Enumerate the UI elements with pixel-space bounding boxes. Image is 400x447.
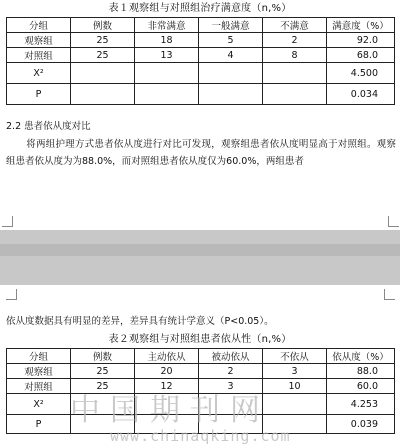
page-gap	[0, 230, 400, 285]
section-heading: 2.2 患者依从度对比	[6, 121, 91, 132]
table-cell: 25	[71, 379, 135, 394]
table-row	[7, 48, 395, 63]
table-cell: 观察组	[7, 364, 71, 379]
table1-header-cell: 例数	[71, 18, 135, 33]
table-row	[7, 84, 395, 105]
watermark-url: www.chinaqking.com	[110, 427, 291, 445]
paragraph-text: 将两组护理方式患者依从度进行对比可发现，观察组患者依从度明显高于对照组。观察组患者依从度为为88.0%，而对照组患者依从度仅为60.0%，两组患者	[6, 139, 396, 167]
table-cell: 对照组	[7, 48, 71, 63]
table-cell	[135, 394, 199, 415]
continuation-text: 依从度数据具有明显的差异，差异具有统计学意义（P<0.05）。	[6, 316, 274, 327]
table-cell: 13	[135, 48, 199, 63]
table-cell	[135, 415, 199, 434]
table-cell: 88.0	[327, 364, 395, 379]
table-cell	[263, 415, 327, 434]
table-cell	[199, 63, 263, 84]
crop-mark	[2, 216, 13, 227]
table1-header-cell: 一般满意	[199, 18, 263, 33]
page-gap-band	[0, 244, 400, 256]
table1-header-cell: 满意度（%）	[327, 18, 395, 33]
table1	[6, 17, 395, 105]
crop-mark	[384, 289, 395, 300]
table-cell: 2	[263, 33, 327, 48]
table-row	[7, 63, 395, 84]
table2-header-row	[7, 349, 395, 364]
table-cell	[135, 63, 199, 84]
table-cell: 0.034	[327, 84, 395, 105]
table-cell	[199, 84, 263, 105]
table-cell: P	[7, 84, 71, 105]
table-cell: 3	[199, 379, 263, 394]
table1-header-cell: 非常满意	[135, 18, 199, 33]
table-cell: 对照组	[7, 379, 71, 394]
crop-mark	[388, 216, 399, 227]
table-cell	[135, 84, 199, 105]
table-cell: X²	[7, 63, 71, 84]
table-cell: 25	[71, 33, 135, 48]
table-cell: 4.253	[327, 394, 395, 415]
table2-header-cell: 不依从	[263, 349, 327, 364]
table1-caption: 表１观察组与对照组治疗满意度（n,%）	[108, 3, 292, 14]
table-row	[7, 394, 395, 415]
table-cell: 10	[263, 379, 327, 394]
table-cell: 92.0	[327, 33, 395, 48]
table-cell	[263, 84, 327, 105]
table-cell: 5	[199, 33, 263, 48]
table-row	[7, 364, 395, 379]
table-cell: X²	[7, 394, 71, 415]
table-cell: 60.0	[327, 379, 395, 394]
table2-header-cell: 主动依从	[135, 349, 199, 364]
table-cell: 68.0	[327, 48, 395, 63]
table1-header-cell: 不满意	[263, 18, 327, 33]
table2-header-cell: 依从度（%）	[327, 349, 395, 364]
document-page-bottom	[0, 285, 400, 447]
table-cell: 18	[135, 33, 199, 48]
table2	[6, 348, 395, 434]
table-cell: 20	[135, 364, 199, 379]
table-cell: 4	[199, 48, 263, 63]
table-cell	[263, 394, 327, 415]
table-cell: 3	[263, 364, 327, 379]
table-cell: 12	[135, 379, 199, 394]
table-cell: 观察组	[7, 33, 71, 48]
table2-header-cell: 分组	[7, 349, 71, 364]
watermark-chinese: 中国期刊网	[70, 393, 270, 428]
body-paragraph	[6, 136, 396, 170]
table-cell	[71, 415, 135, 434]
table-cell	[71, 84, 135, 105]
table-cell: 0.039	[327, 415, 395, 434]
table-cell: 2	[199, 364, 263, 379]
table1-header-row	[7, 18, 395, 33]
table-row	[7, 33, 395, 48]
table-cell: 25	[71, 364, 135, 379]
table-row	[7, 415, 395, 434]
table-cell	[199, 394, 263, 415]
table-cell: 4.500	[327, 63, 395, 84]
table-row	[7, 379, 395, 394]
table-cell: P	[7, 415, 71, 434]
table2-caption: 表２观察组与对照组患者依从性（n,%）	[108, 334, 292, 345]
table-cell	[199, 415, 263, 434]
crop-mark	[6, 289, 17, 300]
table2-header-cell: 例数	[71, 349, 135, 364]
table-cell: 8	[263, 48, 327, 63]
table1-header-cell: 分组	[7, 18, 71, 33]
table-cell	[263, 63, 327, 84]
table-cell	[71, 394, 135, 415]
table-cell: 25	[71, 48, 135, 63]
table2-header-cell: 被动依从	[199, 349, 263, 364]
table-cell	[71, 63, 135, 84]
